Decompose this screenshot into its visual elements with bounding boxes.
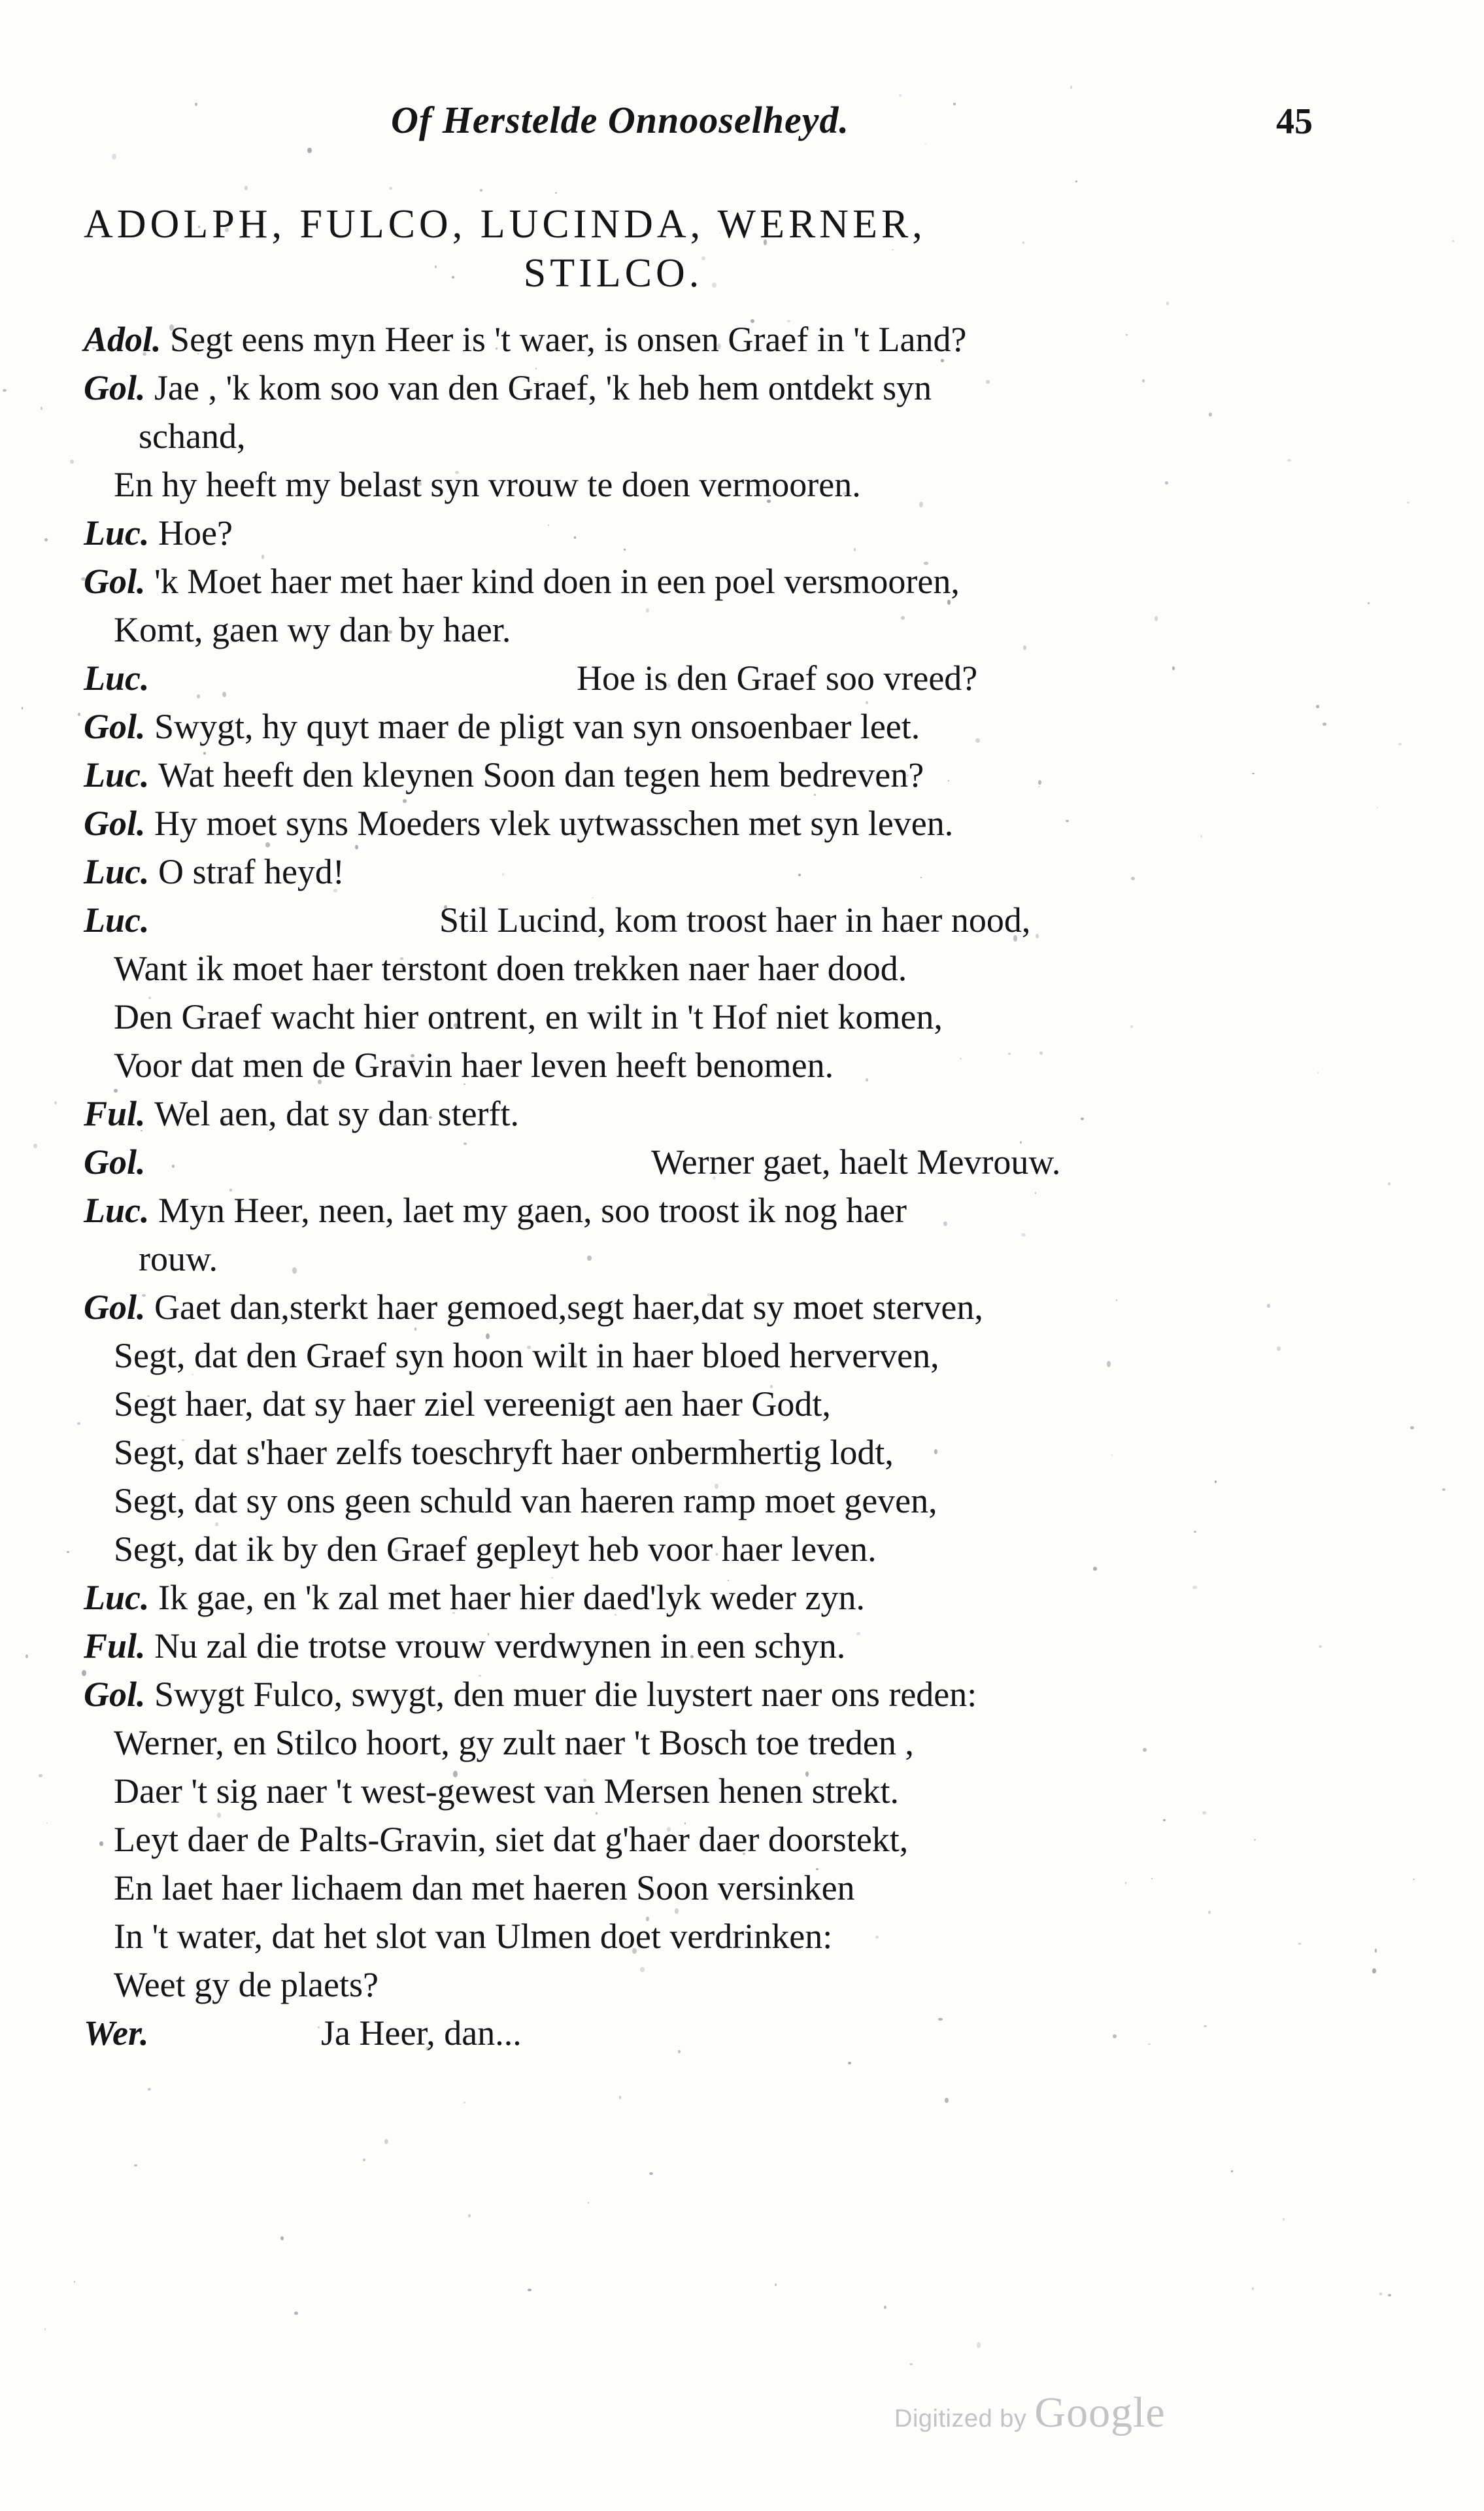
verse-line bbox=[84, 1670, 1365, 1718]
cast-line-1: ADOLPH, FULCO, LUCINDA, WERNER, bbox=[84, 202, 926, 247]
verse-text: Daer 't sig naer 't west-gewest van Mersen henen strekt. bbox=[114, 1771, 900, 1811]
verse-line bbox=[84, 993, 1365, 1041]
verse-text: Gaet dan,sterkt haer gemoed,segt haer,dat sy moet sterven, bbox=[154, 1288, 983, 1327]
verse-line bbox=[84, 1815, 1365, 1864]
page-number: 45 bbox=[1276, 101, 1313, 142]
verse-text: Weet gy de plaets? bbox=[114, 1965, 379, 2004]
speaker-label: Luc. bbox=[84, 1578, 150, 1617]
verse-text: Hoe is den Graef soo vreed? bbox=[577, 658, 978, 698]
speaker-label: Gol. bbox=[84, 804, 146, 843]
verse-text: En hy heeft my belast syn vrouw te doen vermooren. bbox=[114, 465, 861, 504]
speaker-label: Gol. bbox=[84, 1288, 146, 1327]
speaker-label: Adol. bbox=[84, 320, 161, 359]
verse-text: Swygt Fulco, swygt, den muer die luystert naer ons reden: bbox=[154, 1675, 977, 1714]
verse-text: Ik gae, en 'k zal met haer hier daed'lyk weder zyn. bbox=[158, 1578, 865, 1617]
verse-line bbox=[84, 1283, 1365, 1331]
speaker-label: Wer. bbox=[84, 2013, 149, 2053]
verse-text: Werner, en Stilco hoort, gy zult naer 't Bosch toe treden , bbox=[114, 1723, 914, 1762]
verse-line bbox=[84, 1089, 1365, 1138]
speaker-label: Luc. bbox=[84, 513, 150, 553]
verse-text: Leyt daer de Palts-Gravin, siet dat g'haer daer doorstekt, bbox=[114, 1820, 909, 1859]
scene-character-list bbox=[84, 201, 1365, 297]
verse-line bbox=[84, 702, 1365, 751]
verse-text: Stil Lucind, kom troost haer in haer nood, bbox=[439, 900, 1031, 940]
verse-line bbox=[84, 1477, 1365, 1525]
verse-text: schand, bbox=[139, 417, 246, 456]
verse-text: En laet haer lichaem dan met haeren Soon versinken bbox=[114, 1868, 855, 1907]
verse-text: Den Graef wacht hier ontrent, en wilt in 't Hof niet komen, bbox=[114, 997, 943, 1036]
speaker-label: Luc. bbox=[84, 1191, 150, 1230]
verse-text: Swygt, hy quyt maer de pligt van syn onsoenbaer leet. bbox=[154, 707, 920, 746]
verse-line bbox=[84, 896, 1365, 944]
speaker-label: Luc. bbox=[84, 658, 150, 698]
verse-text: Segt, dat sy ons geen schuld van haeren ramp moet geven, bbox=[114, 1481, 937, 1520]
verse-line bbox=[84, 557, 1365, 606]
verse-line bbox=[84, 1864, 1365, 1912]
page-content bbox=[84, 0, 1365, 2057]
verse-line bbox=[84, 1186, 1365, 1235]
verse-text: Want ik moet haer terstont doen trekken naer haer dood. bbox=[114, 949, 907, 988]
verse-text: Segt, dat ik by den Graef gepleyt heb voor haer leven. bbox=[114, 1529, 877, 1569]
speaker-label: Luc. bbox=[84, 755, 150, 794]
verse-line bbox=[84, 1622, 1365, 1670]
speaker-label: Gol. bbox=[84, 707, 146, 746]
verse-line bbox=[84, 1428, 1365, 1477]
verse-text: Ja Heer, dan... bbox=[321, 2013, 522, 2053]
verse-line bbox=[84, 751, 1365, 799]
speaker-label: Luc. bbox=[84, 900, 150, 940]
verse-text: Wat heeft den kleynen Soon dan tegen hem bedreven? bbox=[158, 755, 924, 794]
verse-text: Segt, dat s'haer zelfs toeschryft haer onbermhertig lodt, bbox=[114, 1433, 894, 1472]
speaker-label: Ful. bbox=[84, 1626, 146, 1665]
verse-line bbox=[84, 1041, 1365, 1089]
verse-line bbox=[84, 1960, 1365, 2009]
verse-line bbox=[84, 1235, 1365, 1283]
cast-line-2: STILCO. bbox=[523, 251, 703, 296]
verse-text: Komt, gaen wy dan by haer. bbox=[114, 610, 511, 649]
verse-text: Hy moet syns Moeders vlek uytwasschen met syn leven. bbox=[154, 804, 954, 843]
verse-line bbox=[84, 460, 1365, 509]
watermark-prefix: Digitized by bbox=[894, 2405, 1027, 2433]
verse-text: Voor dat men de Gravin haer leven heeft benomen. bbox=[114, 1046, 834, 1085]
verse-text: Segt, dat den Graef syn hoon wilt in haer bloed herverven, bbox=[114, 1336, 939, 1375]
verse-text: Jae , 'k kom soo van den Graef, 'k heb hem ontdekt syn bbox=[154, 368, 932, 407]
verse-line bbox=[84, 1573, 1365, 1622]
verse-line bbox=[84, 799, 1365, 847]
verse-line bbox=[84, 2009, 1365, 2057]
verse-text: Nu zal die trotse vrouw verdwynen in een schyn. bbox=[154, 1626, 846, 1665]
verse-line bbox=[84, 315, 1365, 364]
verse-text: O straf heyd! bbox=[158, 852, 345, 891]
verse-line bbox=[84, 364, 1365, 412]
verse-line bbox=[84, 1767, 1365, 1815]
verse-text: Segt haer, dat sy haer ziel vereenigt aen haer Godt, bbox=[114, 1384, 831, 1424]
speaker-label: Gol. bbox=[84, 562, 146, 601]
verse-line bbox=[84, 847, 1365, 896]
speaker-label: Gol. bbox=[84, 1142, 146, 1182]
verse-text: Werner gaet, haelt Mevrouw. bbox=[651, 1142, 1061, 1182]
verse-text: In 't water, dat het slot van Ulmen doet verdrinken: bbox=[114, 1917, 833, 1956]
running-head bbox=[84, 98, 1365, 177]
verse-line bbox=[84, 1331, 1365, 1380]
verse-text: Segt eens myn Heer is 't waer, is onsen Graef in 't Land? bbox=[170, 320, 967, 359]
verse-line bbox=[84, 944, 1365, 993]
speaker-label: Luc. bbox=[84, 852, 150, 891]
verse-line bbox=[84, 1380, 1365, 1428]
verse-line bbox=[84, 1525, 1365, 1573]
speaker-label: Gol. bbox=[84, 1675, 146, 1714]
watermark-brand: Google bbox=[1034, 2389, 1166, 2436]
verse-line bbox=[84, 1912, 1365, 1960]
verse-body bbox=[84, 315, 1365, 2057]
google-watermark bbox=[894, 2388, 1166, 2438]
verse-line bbox=[84, 654, 1365, 702]
verse-text: Wel aen, dat sy dan sterft. bbox=[154, 1094, 520, 1133]
verse-line bbox=[84, 509, 1365, 557]
verse-line bbox=[84, 412, 1365, 460]
verse-line bbox=[84, 1718, 1365, 1767]
speaker-label: Ful. bbox=[84, 1094, 146, 1133]
verse-text: rouw. bbox=[139, 1239, 218, 1278]
verse-line bbox=[84, 1138, 1365, 1186]
verse-text: Hoe? bbox=[158, 513, 233, 553]
verse-line bbox=[84, 606, 1365, 654]
speaker-label: Gol. bbox=[84, 368, 146, 407]
verse-text: Myn Heer, neen, laet my gaen, soo troost ik nog haer bbox=[158, 1191, 907, 1230]
running-title: Of Herstelde Onnooselheyd. bbox=[391, 99, 849, 141]
verse-text: 'k Moet haer met haer kind doen in een poel versmooren, bbox=[154, 562, 960, 601]
